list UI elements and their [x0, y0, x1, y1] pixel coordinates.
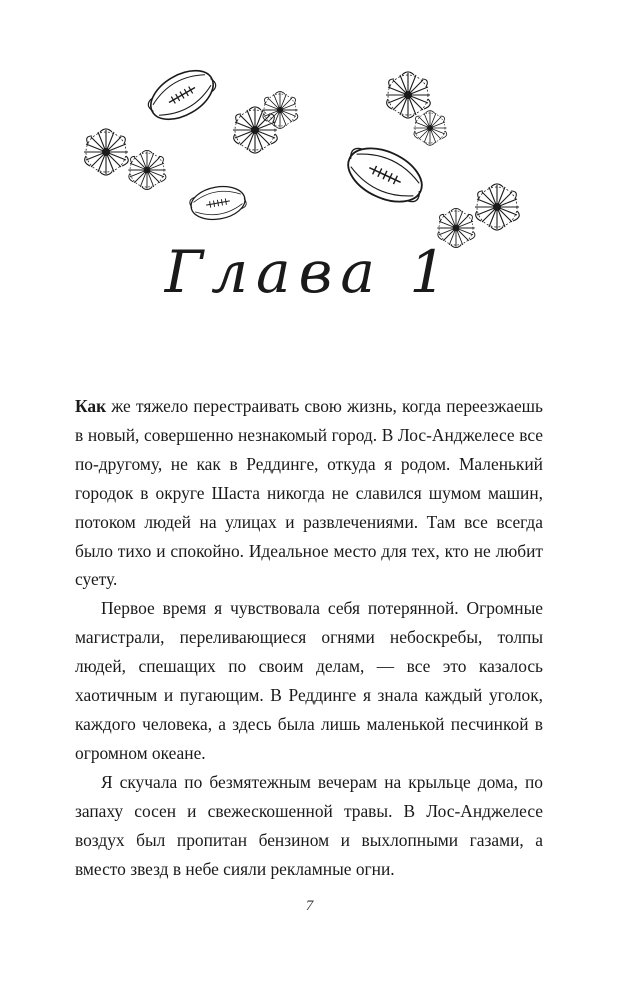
football-icon [188, 182, 248, 223]
paragraph-2: Первое время я чувствовала себя потерянной. Огромные магистрали, переливающиеся огнями небоскребы, толпы людей, спешащих по своим делам, — все это казалось хаотичным и пугающим. В Реддинге я знала каждый уголок, каждого человека, а здесь была лишь маленькой песчинкой в огромном океане. [75, 598, 543, 763]
paragraph-3: Я скучала по безмятежным вечерам на крыльце дома, по запаху сосен и свежескошенной травы. В Лос-Анджелесе воздух был пропитан бензином и выхлопными газами, а вместо звезд в небе сияли рекламные огни. [75, 771, 543, 879]
chapter-text [75, 392, 543, 883]
page-number: 7 [305, 898, 314, 914]
pompom-icon [128, 150, 166, 189]
pompom-icon [475, 184, 519, 230]
paragraph-lead-word: Как [75, 396, 107, 416]
chapter-title: Глава 1 [164, 238, 455, 306]
paragraph-1-text: же тяжело перестраивать свою жизнь, когда переезжаешь в новый, совершенно незнакомый город. В Лос-Анджелесе все по-другому, не как в Реддинге, откуда я родом. Маленький городок в округе Шаста никогда не славился шумом машин, потоком людей на улицах и развлечениями. Там все всегда было тихо и спокойно. Идеальное место для тех, кто не любит суету. [75, 396, 543, 590]
pompom-icon [84, 129, 128, 175]
chapter-ornaments [0, 0, 619, 260]
paragraph-1 [75, 392, 543, 594]
football-icon [142, 60, 222, 129]
pompom-icon [262, 92, 297, 129]
football-icon [339, 137, 431, 212]
pompom-icon [386, 72, 430, 118]
pompom-icon [414, 111, 447, 146]
